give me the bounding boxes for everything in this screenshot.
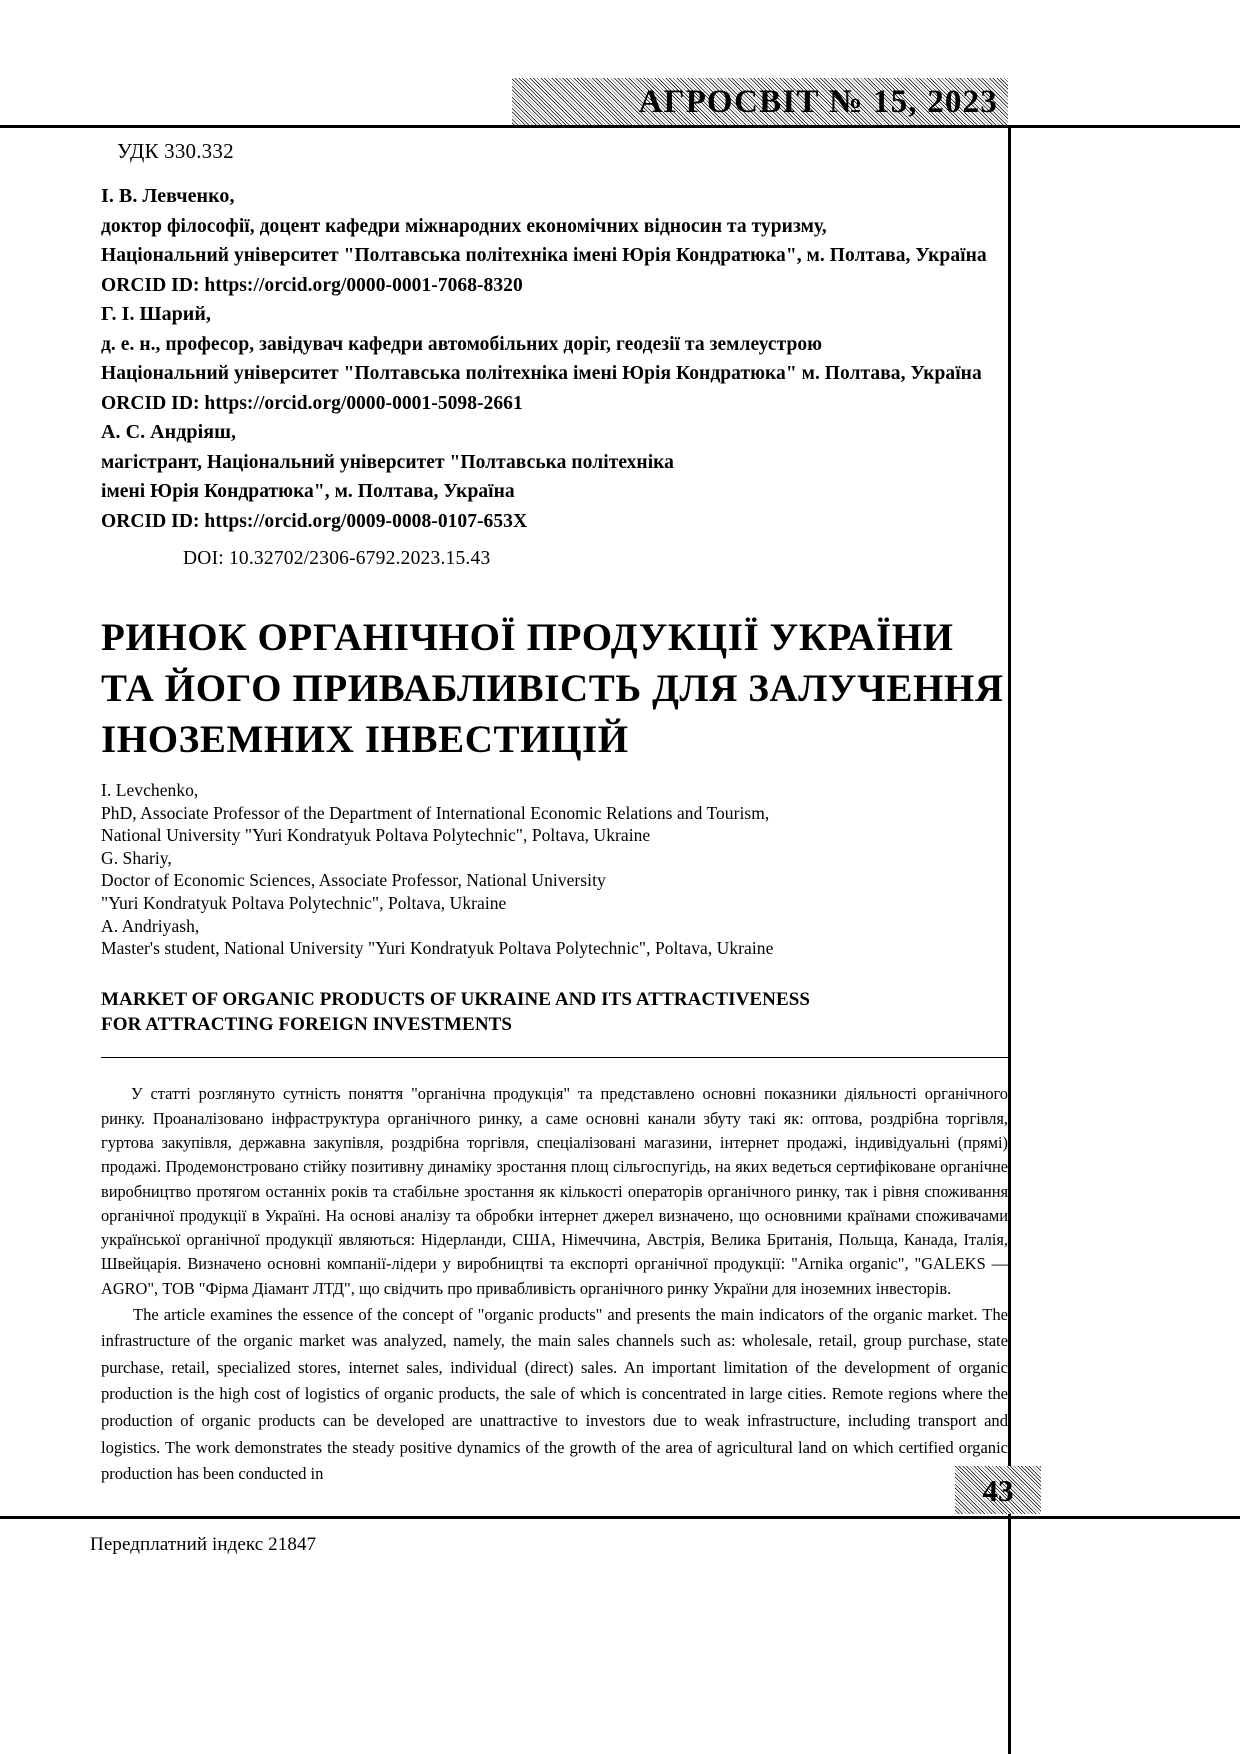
author-3-orcid[interactable]: ORCID ID: https://orcid.org/0009-0008-0107-653X xyxy=(101,510,528,532)
title-uk-line-3: ІНОЗЕМНИХ ІНВЕСТИЦІЙ xyxy=(101,718,629,762)
udk-code: УДК 330.332 xyxy=(117,139,234,163)
abstract-english: The article examines the essence of the concept of "organic products" and presents the main indicators of the organic market. The infrastructure of the organic market was analyzed, namely, the main sales channels such as: wholesale, retail, group purchase, state purchase, retail, specialized stores, internet sales, individual (direct) sales. An important limitation of the development of organic production is the high cost of logistics of organic products, the sale of which is concentrated in large cities. Remote regions where the production of organic products can be developed are unattractive to investors due to weak infrastructure, including transport and logistics. The work demonstrates the steady positive dynamics of the growth of the area of agricultural land on which certified organic production has been conducted in xyxy=(101,1304,1008,1484)
title-en-line-2: FOR ATTRACTING FOREIGN INVESTMENTS xyxy=(101,1013,513,1035)
title-uk-line-2: ТА ЙОГО ПРИВАБЛИВІСТЬ ДЛЯ ЗАЛУЧЕННЯ xyxy=(101,667,1004,711)
author-2-affiliation-2: Національний університет "Полтавська політехніка імені Юрія Кондратюка" м. Полтава, Україна xyxy=(101,363,982,384)
author-3-name: А. С. Андріяш, xyxy=(101,421,237,443)
author-1-affiliation-1: доктор філософії, доцент кафедри міжнародних економічних відносин та туризму, xyxy=(101,215,827,237)
author-3-affiliation-1: магістрант, Національний університет "Полтавська політехніка xyxy=(101,451,674,473)
author-1-affiliation-2: Національний університет "Полтавська політехніка імені Юрія Кондратюка", м. Полтава, Україна xyxy=(101,245,987,266)
authors-english xyxy=(101,779,1011,960)
masthead-banner xyxy=(512,78,1008,127)
subscription-index: Передплатний індекс 21847 xyxy=(90,1534,317,1555)
author-en-1-affiliation-1: PhD, Associate Professor of the Department of International Economic Relations and Tourism, xyxy=(101,802,770,823)
abstract-ukrainian: У статті розглянуто сутність поняття "органічна продукція" та представлено основні показники діяльності органічного ринку. Проаналізовано інфраструктура органічного ринку, а саме основні канали збуту такі як: оптова, роздрібна торгівля, гуртова закупівля, державна закупівля, роздрібна торгівля, спеціалізовані магазини, інтернет продажі, індивідуальні (прямі) продажі. Продемонстровано стійку позитивну динаміку зростання площ сільгоспугідь, на яких ведеться сертифіковане органічне виробництво протягом останніх років та стабільне зростання як кількості операторів органічного ринку, так і рівня споживання органічної продукції в Україні. На основі аналізу та обробки інтернет джерел визначено, що основними країнами споживачами української органічної продукції являються: Нідерланди, США, Німеччина, Австрія, Велика Британія, Польща, Канада, Італія, Швейцарія. Визначено основні компанії-лідери у виробництві та експорті органічної продукції: "Arnika organic", "GALEKS — AGRO", ТОВ "Фірма Діамант ЛТД", що свідчить про привабливість органічного ринку України для іноземних інвесторів. xyxy=(101,1084,1008,1298)
author-2-orcid[interactable]: ORCID ID: https://orcid.org/0000-0001-5098-2661 xyxy=(101,392,523,414)
author-en-3-affiliation-1: Master's student, National University "Yuri Kondratyuk Poltava Polytechnic", Poltava, Ukraine xyxy=(101,938,774,959)
author-2-affiliation-1: д. е. н., професор, завідувач кафедри автомобільних доріг, геодезії та землеустрою xyxy=(101,333,823,355)
doi-line[interactable]: DOI: 10.32702/2306-6792.2023.15.43 xyxy=(183,548,491,569)
author-3-affiliation-2: імені Юрія Кондратюка", м. Полтава, Україна xyxy=(101,481,515,502)
article-title-english xyxy=(101,987,1011,1037)
authors-ukrainian xyxy=(101,182,1011,536)
author-en-1-affiliation-2: National University "Yuri Kondratyuk Poltava Polytechnic", Poltava, Ukraine xyxy=(101,825,651,846)
page-number-label: 43 xyxy=(982,1472,1014,1508)
abstract-divider xyxy=(101,1057,1008,1058)
title-uk-line-1: РИНОК ОРГАНІЧНОЇ ПРОДУКЦІЇ УКРАЇНИ xyxy=(101,616,954,660)
title-en-line-1: MARKET OF ORGANIC PRODUCTS OF UKRAINE AND ITS ATTRACTIVENESS xyxy=(101,988,811,1010)
author-en-3-name: A. Andriyash, xyxy=(101,915,200,936)
footer-rule xyxy=(0,1516,1240,1519)
author-2-name: Г. І. Шарий, xyxy=(101,303,211,325)
author-1-name: І. В. Левченко, xyxy=(101,185,235,207)
right-margin-rule-lower xyxy=(1008,1516,1011,1754)
journal-title: АГРОСВІТ № 15, 2023 xyxy=(638,84,998,120)
author-en-2-affiliation-2: "Yuri Kondratyuk Poltava Polytechnic", Poltava, Ukraine xyxy=(101,892,507,913)
author-en-1-name: I. Levchenko, xyxy=(101,780,199,800)
page-number-badge xyxy=(955,1466,1041,1514)
header-rule xyxy=(0,125,1240,128)
author-en-2-affiliation-1: Doctor of Economic Sciences, Associate Professor, National University xyxy=(101,870,606,891)
author-en-2-name: G. Shariy, xyxy=(101,847,172,868)
article-title-ukrainian xyxy=(101,612,1004,765)
author-1-orcid[interactable]: ORCID ID: https://orcid.org/0000-0001-7068-8320 xyxy=(101,274,523,296)
